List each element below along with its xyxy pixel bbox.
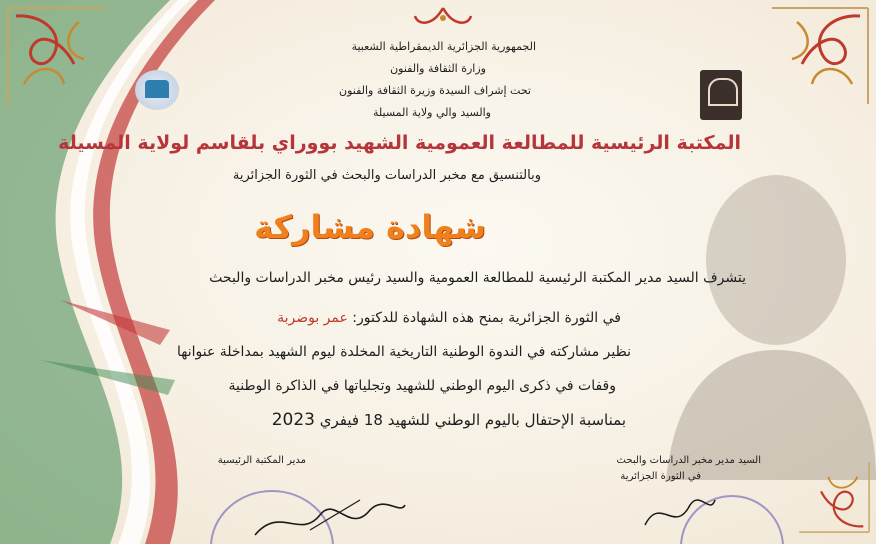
recipient-name: عمر بوضربة xyxy=(277,310,348,326)
date-text: بمناسبة الإحتفال باليوم الوطني للشهيد 18 فيفري xyxy=(319,411,626,429)
corner-ornament-top-left xyxy=(4,4,114,114)
corner-ornament-top-right xyxy=(762,4,872,114)
signature-right-title-1: السيد مدير مخبر الدراسات والبحث xyxy=(616,455,761,466)
library-logo xyxy=(135,70,179,110)
laboratory-logo xyxy=(700,70,742,120)
body-line-2 xyxy=(277,310,621,326)
coordination-line: وبالتنسيق مع مخبر الدراسات والبحث في الثورة الجزائرية xyxy=(232,168,541,183)
martyr-portrait-watermark xyxy=(646,150,876,480)
date-line xyxy=(272,410,626,430)
top-flourish xyxy=(413,6,473,30)
body-line-1: يتشرف السيد مدير المكتبة الرئيسية للمطالعة العمومية والسيد رئيس مخبر الدراسات والبحث xyxy=(209,270,746,286)
header-republic: الجمهورية الجزائرية الديمقراطية الشعبية xyxy=(351,40,536,53)
header-ministry: وزارة الثقافة والفنون xyxy=(390,62,486,75)
certificate-title: شهادة مشاركة xyxy=(254,208,486,246)
date-year: 2023 xyxy=(271,410,315,430)
signature-left-title: مدير المكتبة الرئيسية xyxy=(217,455,306,466)
header-supervision: تحت إشراف السيدة وزيرة الثقافة والفنون xyxy=(338,84,531,97)
corner-ornament-bottom-right xyxy=(792,450,872,540)
signature-left xyxy=(250,485,410,544)
signature-right-title-2: في الثورة الجزائرية xyxy=(620,471,701,482)
header-wali: والسيد والي ولاية المسيلة xyxy=(373,106,491,119)
signature-right xyxy=(640,485,720,544)
body-line-3: نظير مشاركته في الندوة الوطنية التاريخية المخلدة ليوم الشهيد بمداخلة عنوانها xyxy=(177,344,631,360)
body-line-4: وقفات في ذكرى اليوم الوطني للشهيد وتجلياتها في الذاكرة الوطنية xyxy=(228,378,616,394)
body-line-2-prefix: في الثورة الجزائرية بمنح هذه الشهادة للدكتور: xyxy=(352,310,621,326)
library-name: المكتبة الرئيسية للمطالعة العمومية الشهيد بووراي بلقاسم لولاية المسيلة xyxy=(58,132,741,154)
